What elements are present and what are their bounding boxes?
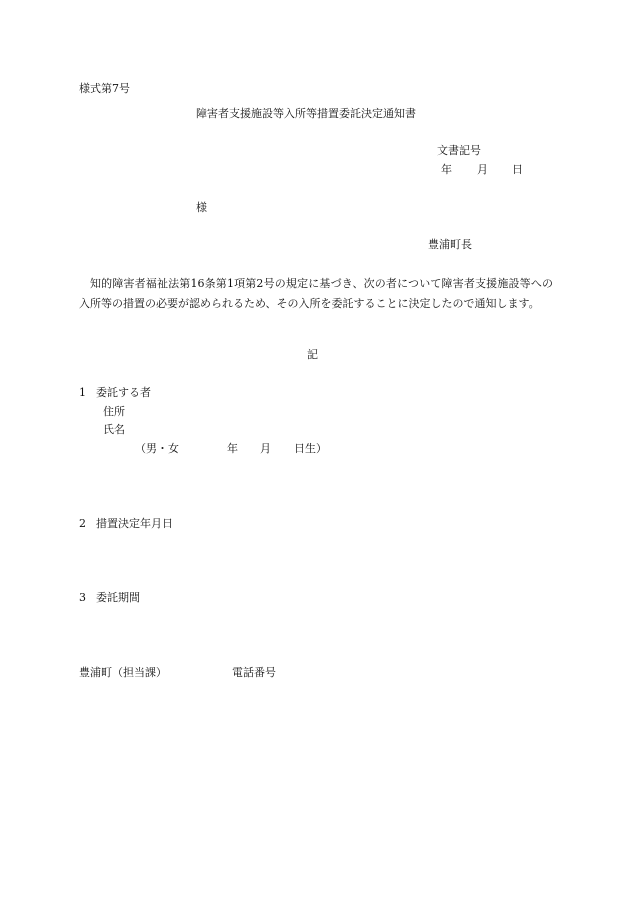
item1-label: 委託する者	[96, 386, 151, 399]
body-paragraph: 知的障害者福祉法第16条第1項第2号の規定に基づき、次の者について障害者支援施設等への入所等の措置の必要が認められるため、その入所を委託することに決定したので通知します。	[79, 277, 553, 310]
item2-label: 措置決定年月日	[96, 517, 173, 530]
form-number: 様式第7号	[79, 82, 130, 95]
document-title: 障害者支援施設等入所等措置委託決定通知書	[196, 107, 416, 120]
ki-heading: 記	[307, 348, 318, 361]
birth-month-label: 月	[260, 442, 271, 455]
item2-number: 2	[79, 517, 86, 530]
address-label: 住所	[103, 405, 125, 418]
footer-phone-label: 電話番号	[232, 666, 276, 679]
name-label: 氏名	[103, 423, 125, 436]
doc-number-label: 文書記号	[437, 144, 481, 157]
date-month-label: 月	[477, 163, 488, 176]
issuer: 豊浦町長	[428, 238, 472, 251]
footer-office: 豊浦町（担当課）	[79, 666, 167, 679]
item3-number: 3	[79, 591, 86, 604]
date-day-label: 日	[512, 163, 523, 176]
item1-number: 1	[79, 386, 86, 399]
birth-year-label: 年	[227, 442, 238, 455]
date-year-label: 年	[441, 163, 452, 176]
birth-day-label: 日生）	[294, 442, 327, 455]
addressee-suffix: 様	[196, 201, 207, 214]
item3-label: 委託期間	[96, 591, 140, 604]
gender-choice: （男・女	[135, 442, 179, 455]
